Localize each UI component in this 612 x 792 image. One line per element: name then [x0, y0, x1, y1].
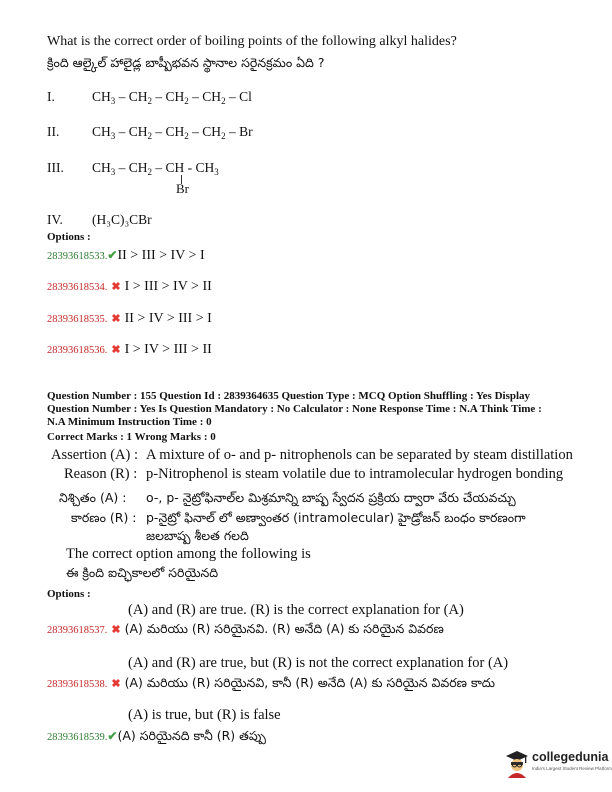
- option-text: I > III > IV > II: [124, 279, 212, 294]
- graduate-icon: [505, 750, 529, 778]
- telugu-reason-text-2: జలబాష్ప శీలత గలది: [146, 528, 249, 543]
- item-label-3: III.: [47, 160, 64, 175]
- check-icon: ✔: [107, 248, 118, 262]
- prompt-telugu: ఈ క్రింది ఐచ్ఛికాలలో సరియైనది: [66, 565, 219, 580]
- item-label-2: II.: [47, 124, 60, 139]
- option-text: II > III > IV > I: [117, 248, 205, 263]
- option-text-english: (A) is true, but (R) is false: [128, 707, 281, 723]
- option-id: 28393618539.: [47, 732, 108, 743]
- marks-info: Correct Marks : 1 Wrong Marks : 0: [47, 431, 216, 443]
- question-meta-line-3: N.A Minimum Instruction Time : 0: [47, 416, 212, 428]
- assertion-label: Assertion (A) :: [51, 447, 138, 463]
- option-row[interactable]: [47, 246, 205, 264]
- option-row[interactable]: [47, 309, 212, 327]
- option-text-telugu: (A) మరియు (R) సరియైనవి. (R) అనేది (A) కు సరియైన వివరణ: [124, 621, 444, 636]
- reason-label: Reason (R) :: [64, 466, 138, 482]
- option-text-english: (A) and (R) are true. (R) is the correct explanation for (A): [128, 602, 464, 618]
- option-text: I > IV > III > II: [124, 342, 212, 357]
- formula-4: (H₃C)₃CBr: [92, 212, 152, 227]
- cross-icon: ✖: [111, 678, 121, 690]
- option-text-english: (A) and (R) are true, but (R) is not the correct explanation for (A): [128, 655, 509, 671]
- telugu-reason-text-1: p-నైట్రో ఫినాల్ లో అణ్వాంతర (intramolecular) హైడ్రోజన్ బంధం కారణంగా: [146, 510, 526, 525]
- logo-tagline: India's Largest Student Review Platform: [532, 766, 612, 771]
- cross-icon: ✖: [111, 344, 121, 356]
- option-row[interactable]: [47, 277, 212, 295]
- option-id: 28393618536.: [47, 345, 108, 356]
- option-row[interactable]: [47, 674, 495, 694]
- option-row[interactable]: [47, 620, 444, 640]
- option-id: 28393618534.: [47, 282, 108, 293]
- logo-name: collegedunia: [532, 750, 609, 764]
- cross-icon: ✖: [111, 313, 121, 325]
- option-id: 28393618538.: [47, 679, 108, 690]
- question-meta-line-2: Question Number : Yes Is Question Mandatory : No Calculator : None Response Time : N.A Think Time :: [47, 403, 542, 415]
- check-icon: ✔: [107, 729, 118, 743]
- option-text: II > IV > III > I: [124, 311, 212, 326]
- formula-3: $CH_3 - CH_2$ – CH - $CH_3$: [92, 160, 219, 177]
- telugu-reason-label: కారణం (R) :: [71, 510, 137, 525]
- option-text-telugu: (A) సరియైనది కానీ (R) తప్పు: [117, 728, 267, 743]
- formula-3-substituent: Br: [176, 181, 189, 196]
- question-meta-line-1: Question Number : 155 Question Id : 2839364635 Question Type : MCQ Option Shuffling : Yes Display: [47, 390, 531, 402]
- prompt-english: The correct option among the following is: [66, 546, 311, 562]
- option-id: 28393618537.: [47, 625, 108, 636]
- formula-2: $CH_3 - CH_2 - CH_2 - CH_2$ – Br: [92, 124, 253, 141]
- options-label: Options :: [47, 231, 91, 243]
- option-row[interactable]: [47, 340, 212, 358]
- telugu-assertion-label: నిశ్చితం (A) :: [59, 490, 127, 505]
- collegedunia-logo: [505, 748, 612, 782]
- options-label: Options :: [47, 588, 91, 600]
- item-label-1: I.: [47, 89, 55, 104]
- question-text-english: What is the correct order of boiling points of the following alkyl halides?: [47, 34, 457, 49]
- option-text-telugu: (A) మరియు (R) సరియైనవి, కానీ (R) అనేది (A) కు సరియైన వివరణ కాదు: [124, 675, 495, 690]
- cross-icon: ✖: [111, 624, 121, 636]
- option-id: 28393618533.: [47, 251, 108, 262]
- question-text-telugu: క్రింది ఆల్కైల్ హాలైడ్ల బాష్పీభవన స్థానాల సరైనక్రమం ఏది ?: [47, 55, 325, 70]
- assertion-text: A mixture of o- and p- nitrophenols can be separated by steam distillation: [146, 447, 573, 463]
- option-row[interactable]: [47, 727, 266, 747]
- option-id: 28393618535.: [47, 314, 108, 325]
- telugu-assertion-text: o-, p- నైట్రోఫినాల్‌ల మిశ్రమాన్ని బాష్ప స్వేదన ప్రక్రియ ద్వారా వేరు చేయవచ్చు: [146, 490, 516, 505]
- cross-icon: ✖: [111, 281, 121, 293]
- item-label-4: IV.: [47, 212, 63, 227]
- formula-1: $CH_3 - CH_2 - CH_2 - CH_2$ – Cl: [92, 89, 252, 106]
- reason-text: p-Nitrophenol is steam volatile due to intramolecular hydrogen bonding: [146, 466, 564, 482]
